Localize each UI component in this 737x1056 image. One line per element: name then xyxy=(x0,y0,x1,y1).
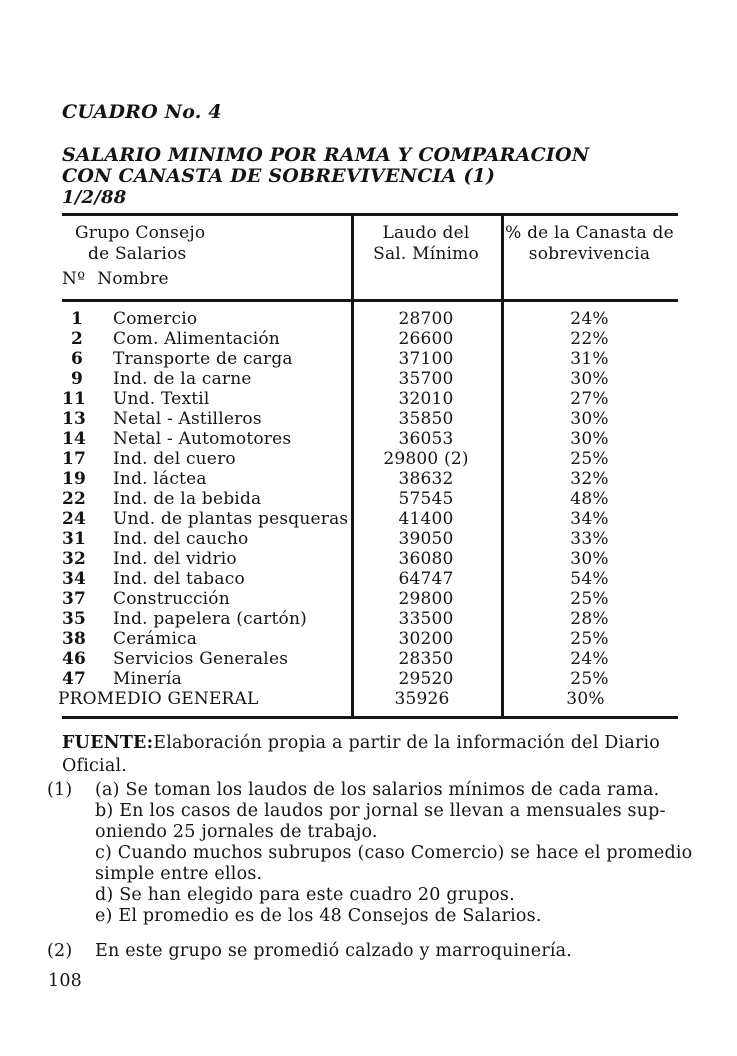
total-pct: 30% xyxy=(566,689,605,709)
row-pct: 30% xyxy=(570,429,609,449)
table-row xyxy=(62,509,678,529)
header-canasta xyxy=(501,223,678,265)
row-laudo: 57545 xyxy=(398,489,454,509)
row-name: Minería xyxy=(113,669,182,689)
row-name: Und. de plantas pesqueras xyxy=(113,509,349,529)
row-number: 24 xyxy=(62,509,87,529)
header-canasta-line2: sobrevivencia xyxy=(528,244,651,264)
header-laudo-line1: Laudo del xyxy=(382,223,470,243)
row-laudo: 37100 xyxy=(398,349,454,369)
row-laudo: 33500 xyxy=(398,609,454,629)
row-name: Ind. láctea xyxy=(113,469,207,489)
total-laudo: 35926 xyxy=(394,689,450,709)
row-laudo: 39050 xyxy=(398,529,454,549)
row-name: Ind. de la bebida xyxy=(113,489,262,509)
source-text: Elaboración propia a partir de la información del Diario xyxy=(153,733,661,753)
row-pct: 25% xyxy=(570,589,609,609)
row-pct: 30% xyxy=(570,409,609,429)
row-number: 2 xyxy=(70,329,83,349)
row-number: 1 xyxy=(70,309,83,329)
row-name: Transporte de carga xyxy=(113,349,293,369)
row-number: 34 xyxy=(62,569,87,589)
source-label: FUENTE: xyxy=(62,733,154,753)
title-line-2: CON CANASTA DE SOBREVIVENCIA (1) xyxy=(62,165,496,187)
row-name: Ind. del cuero xyxy=(113,449,236,469)
table-caption: CUADRO No. 4 xyxy=(62,101,222,123)
title-line-1: SALARIO MINIMO POR RAMA Y COMPARACION xyxy=(62,144,590,166)
row-name: Comercio xyxy=(113,309,198,329)
source-line-2: Oficial. xyxy=(62,755,128,776)
row-pct: 33% xyxy=(570,529,609,549)
page-number: 108 xyxy=(48,971,83,991)
table-row xyxy=(62,489,678,509)
table-row xyxy=(62,529,678,549)
row-pct: 31% xyxy=(570,349,609,369)
table-row xyxy=(62,369,678,389)
footnote-2-text: En este grupo se promedió calzado y marroquinería. xyxy=(95,941,573,961)
header-grupo-line2: de Salarios xyxy=(88,244,187,264)
source-line-1 xyxy=(62,732,660,755)
table-rows xyxy=(62,302,678,689)
row-name: Construcción xyxy=(113,589,230,609)
table-row xyxy=(62,449,678,469)
footnote-1-line-b2: oniendo 25 jornales de trabajo. xyxy=(95,822,378,842)
row-pct: 22% xyxy=(570,329,609,349)
row-number: 17 xyxy=(62,449,87,469)
row-name: Netal - Astilleros xyxy=(113,409,262,429)
row-number: 6 xyxy=(70,349,83,369)
row-laudo: 35850 xyxy=(398,409,454,429)
row-laudo: 28350 xyxy=(398,649,454,669)
table-total-row xyxy=(58,689,678,709)
header-canasta-line1: % de la Canasta de xyxy=(505,223,674,243)
table-row xyxy=(62,649,678,669)
row-name: Ind. del tabaco xyxy=(113,569,245,589)
row-number: 19 xyxy=(62,469,87,489)
row-number: 13 xyxy=(62,409,87,429)
row-number: 47 xyxy=(62,669,87,689)
header-no-nombre xyxy=(62,269,205,290)
header-laudo xyxy=(351,223,501,265)
table-row xyxy=(62,549,678,569)
header-laudo-line2: Sal. Mínimo xyxy=(373,244,479,264)
row-name: Cerámica xyxy=(113,629,198,649)
row-number: 22 xyxy=(62,489,87,509)
row-laudo: 38632 xyxy=(398,469,454,489)
row-number: 46 xyxy=(62,649,87,669)
table-header xyxy=(62,216,678,302)
row-name: Ind. del caucho xyxy=(113,529,249,549)
row-pct: 30% xyxy=(570,369,609,389)
table-row xyxy=(62,609,678,629)
row-name: Netal - Automotores xyxy=(113,429,292,449)
row-pct: 30% xyxy=(570,549,609,569)
row-pct: 54% xyxy=(570,569,609,589)
row-pct: 25% xyxy=(570,629,609,649)
row-laudo: 35700 xyxy=(398,369,454,389)
row-pct: 28% xyxy=(570,609,609,629)
row-number: 37 xyxy=(62,589,87,609)
salary-table xyxy=(58,213,678,719)
table-row xyxy=(62,629,678,649)
footnote-1-line-e: e) El promedio es de los 48 Consejos de Salarios. xyxy=(95,906,542,926)
row-laudo: 36080 xyxy=(398,549,454,569)
row-name: Ind. papelera (cartón) xyxy=(113,609,307,629)
row-number: 11 xyxy=(62,389,87,409)
header-no: Nº xyxy=(62,269,86,289)
row-pct: 34% xyxy=(570,509,609,529)
row-laudo: 26600 xyxy=(398,329,454,349)
footnote-1-text xyxy=(95,780,692,927)
total-label: PROMEDIO GENERAL xyxy=(58,689,259,709)
row-pct: 24% xyxy=(570,309,609,329)
document-title xyxy=(62,145,589,208)
row-name: Und. Textil xyxy=(113,389,210,409)
row-pct: 24% xyxy=(570,649,609,669)
header-nombre: Nombre xyxy=(97,269,169,289)
row-name: Com. Alimentación xyxy=(113,329,280,349)
footnote-2-label: (2) xyxy=(47,941,73,961)
footnote-1-line-c: c) Cuando muchos subrupos (caso Comercio) se hace el promedio xyxy=(95,843,693,863)
footnote-1-label: (1) xyxy=(47,780,73,800)
row-pct: 25% xyxy=(570,669,609,689)
table-row xyxy=(62,349,678,369)
row-number: 35 xyxy=(62,609,87,629)
source-note xyxy=(62,732,660,777)
row-pct: 27% xyxy=(570,389,609,409)
table-row xyxy=(62,589,678,609)
row-name: Ind. del vidrio xyxy=(113,549,237,569)
table-row xyxy=(62,669,678,689)
table-row xyxy=(62,329,678,349)
footnote-1-line-d: d) Se han elegido para este cuadro 20 grupos. xyxy=(95,885,515,905)
row-pct: 48% xyxy=(570,489,609,509)
table-row xyxy=(62,469,678,489)
row-laudo: 41400 xyxy=(398,509,454,529)
row-name: Ind. de la carne xyxy=(113,369,252,389)
row-laudo: 64747 xyxy=(398,569,454,589)
table-row xyxy=(62,389,678,409)
row-pct: 25% xyxy=(570,449,609,469)
table-row xyxy=(62,429,678,449)
row-laudo: 29800 xyxy=(398,589,454,609)
row-laudo: 36053 xyxy=(398,429,454,449)
row-pct: 32% xyxy=(570,469,609,489)
row-number: 31 xyxy=(62,529,87,549)
row-laudo: 29800 (2) xyxy=(383,449,469,469)
table-row xyxy=(62,309,678,329)
table-row xyxy=(62,569,678,589)
footnote-1-line-c2: simple entre ellos. xyxy=(95,864,263,884)
row-name: Servicios Generales xyxy=(113,649,289,669)
row-number: 38 xyxy=(62,629,87,649)
row-number: 14 xyxy=(62,429,87,449)
header-grupo-line1: Grupo Consejo xyxy=(75,223,206,243)
row-number: 32 xyxy=(62,549,87,569)
header-grupo-consejo xyxy=(62,223,206,290)
title-date: 1/2/88 xyxy=(62,187,127,208)
table-row xyxy=(62,409,678,429)
row-laudo: 32010 xyxy=(398,389,454,409)
footnote-1-line-a: (a) Se toman los laudos de los salarios mínimos de cada rama. xyxy=(95,780,660,800)
row-laudo: 28700 xyxy=(398,309,454,329)
row-number: 9 xyxy=(70,369,83,389)
row-laudo: 29520 xyxy=(398,669,454,689)
footnote-1-line-b: b) En los casos de laudos por jornal se llevan a mensuales sup- xyxy=(95,801,666,821)
row-laudo: 30200 xyxy=(398,629,454,649)
